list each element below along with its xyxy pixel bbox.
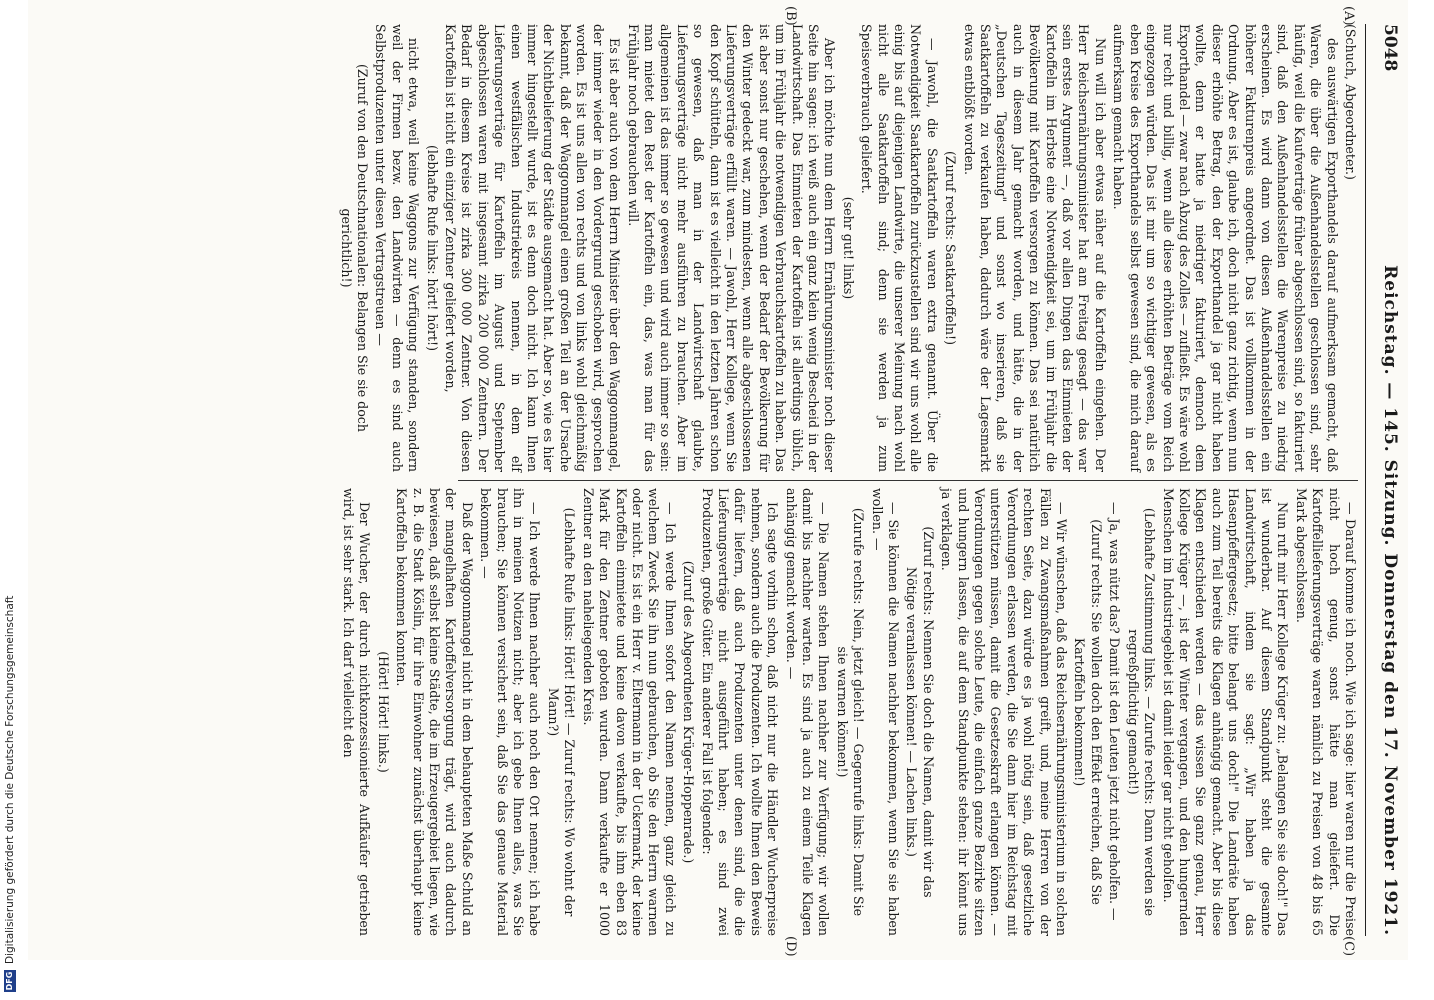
header-rule <box>1365 24 1366 936</box>
margin-marker-c: (C) <box>1341 936 1356 957</box>
paragraph: — Darauf komme ich noch. Wie ich sage: hier waren nur die Preise nicht hoch genug, sonst hätte man geliefert. Die Kartoffellieferungsverträge waren nämlich zu Preisen von 48 bis 65 Mark abgeschlossen. <box>1293 488 1358 936</box>
interjection: (Lebhafte Rufe links: Hört! Hört! — Zuruf rechts: Wo wohnt der Mann?) <box>545 507 578 917</box>
interjection: (Zuruf rechts: Nennen Sie doch die Namen, damit wir das Nötige veranlassen können! — Lachen links.) <box>904 526 936 898</box>
page-number: 5048 <box>1380 24 1400 72</box>
interjection: (Hört! Hört! links.) <box>375 651 391 773</box>
document-page <box>28 0 1408 960</box>
paragraph: Es ist aber auch von dem Herrn Minister über den Waggonmangel, der immer wieder in den Vordergrund geschoben wird, gesprochen worden. Es ist uns allen von rechts und von links wohl gleichmäßig bekannt, daß der Waggonmangel einen großen Teil an der Ursache der Nichtbelieferung der Städte ausgemacht hat. Aber so, wie es hier immer hingestellt wurde, ist es denn doch nicht. Ich kann Ihnen einen westfälischen Industriekreis nennen, in dem elf Lieferungsverträge für Kartoffeln im August und September abgeschlossen waren mit insgesamt zirka 200 000 Zentnern. Der Bedarf in diesem Kreise ist zirka 300 000 Zentner. Von diesen Kartoffeln ist nicht ein einziger Zentner geliefert worden, <box>443 24 623 472</box>
digitization-credit-text: Digitalisierung gefördert durch die Deutsche Forschungsgemeinschaft <box>4 595 16 964</box>
margin-marker-d: (D) <box>783 936 798 957</box>
paragraph: Daß der Waggonmangel nicht in dem behaupteten Maße Schuld an der mangelhaften Kartoffelversorgung trägt, wird auch dadurch bewiesen, daß selbst kleine Städte, die im Erzeugergebiet liegen, wie z. B. die Stadt Köslin, für ihre Einwohner zunächst überhaupt keine Kartoffeln bekommen konnten. <box>394 488 475 936</box>
paragraph: — Jawohl, die Saatkartoffeln waren extra genannt. Über die Notwendigkeit Saatkartoffeln zurückzustellen sind wir uns wohl alle einig bis auf diejenigen Landwirte, die unserer Meinung nach wohl nicht alle Saatkartoffeln sind; denn sie werden ja zum Speiseverbrauch geliefert. <box>859 24 940 472</box>
column-divider <box>458 480 1358 481</box>
paragraph: Ich sagte vorhin schon, daß nicht nur die Händler Wucherpreise nehmen, sondern auch die Produzenten. Ich wollte Ihnen den Beweis dafür liefern, daß auch Produzenten unter denen sind, die die Lieferungsverträge nicht ausgeführt haben; es sind zwei Produzenten, große Güter. Ein anderer Fall ist folgender: <box>699 488 781 936</box>
interjection: (Lebhafte Zustimmung links. — Zurufe rechts: Dann werden sie regreßpflichtig gemacht!) <box>1125 507 1158 917</box>
paragraph: — Wir wünschen, daß das Reichsernährungsministerium in solchen Fällen zu Zwangsmaßnahmen greift, und, meine Herren von der rechten Seite, dazu würde es ja wohl nötig sein, daß gesetzliche Verordnungen erlassen werden, die Sie dann hier im Reichstag mit unterstützen müssen, damit die Gesetzeskraft erlangen können. — Verordnungen gegen solche Leute, die einfach ganze Bezirke sitzen und hungern lassen, die auf dem Standpunkte stehen: ihr könnt uns ja verklagen. <box>939 488 1070 936</box>
paragraph: — Ja, was nützt das? Damit ist den Leuten jetzt nicht geholfen. — <box>1107 502 1123 921</box>
interjection: (lebhafte Rufe links: hört! hört!) <box>424 144 440 352</box>
dfg-logo: DFG <box>5 971 14 991</box>
paragraph: Nun ruft mir Herr Kollege Krüger zu: „Belangen Sie sie doch!" Das ist wunderbar. Auf diesem Standpunkt steht die gesamte Landwirtschaft, indem sie sagt: „Wir haben ja das Hasenpfeffergesetz; bitte belangt uns doch!" Die Landräte haben auch zum Teil bereits die Klagen anhängig gemacht. Aber bis diese Klagen entschieden werden — das wissen Sie ganz genau, Herr Kollege Krüger —, ist der Winter vergangen, und den hungernden Menschen im Industriegebiet ist damit leider gar nicht geholfen. <box>1160 488 1291 936</box>
interjection: (Zuruf rechts: Sie wollen doch den Effekt erreichen, daß Sie Kartoffeln bekommen!) <box>1072 519 1104 905</box>
speaker-line: (Schuch, Abgeordneter.) <box>1343 24 1358 180</box>
paragraph: Der Wucher, der durch nichtkonzessionierte Aufkäufer getrieben wird, ist sehr stark. Ich darf vielleicht den <box>341 488 373 936</box>
margin-marker-b: (B) <box>783 6 798 26</box>
paragraph: des auswärtigen Exporthandels darauf aufmerksam gemacht, daß Waren, die über die Außenhandelsstellen geschlossen sind, sehr häufig, weil die Kaufverträge früher abgeschlossen sind, so fakturiert sind, daß den Außenhandelsstellen die Warenpreise zu niedrig erscheinen. Es wird dann von diesen Außenhandelsstellen ein höherer Fakturenpreis angeordnet. Das ist vollkommen in der Ordnung. Aber es ist, glaube ich, doch nicht ganz richtig, wenn nun dieser erhöhte Betrag, den der Exporthandel ja gar nicht haben wollte, denn er hatte ja niedriger fakturiert, dennoch dem Exporthandel — zwar nach Abzug des Zolles — zufließt. Es wäre wohl nur recht und billig, wenn alle diese erhöhten Beträge vom Reich eingezogen würden. Das ist mir um so wichtiger gewesen, als es eben Kreise des Exporthandels selbst gewesen sind, die mich darauf aufmerksam gemacht haben. <box>1111 24 1340 472</box>
paragraph: — Ich werde Ihnen nachher auch noch den Ort nennen; ich habe ihn in meinen Notizen nicht; aber ich gebe Ihnen alles, was Sie brauchen; Sie können versichert sein, daß Sie das genaue Material bekommen. — <box>478 488 543 936</box>
interjection: (sehr gut! links) <box>840 196 856 300</box>
interjection: (Zuruf rechts: Saatkartoffeln!) <box>943 151 959 345</box>
right-column <box>341 488 1358 936</box>
paragraph: Nun will ich aber etwas näher auf die Kartoffeln eingehen. Der Herr Reichsernährungsminister hat am Freitag gesagt — das war sein erstes Argument —, daß vor allen Dingen das Einmieten der Kartoffeln im Herbste eine Notwendigkeit sei, um im Frühjahr die Bevölkerung mit Kartoffeln versorgen zu können. Das sei natürlich auch in diesem Jahr gemacht worden, und hätte, die in der „Deutschen Tageszeitung" und sonst wo inserieren, daß sie Saatkartoffeln zu verkaufen haben, dadurch wäre der Lagesmarkt etwas entblößt worden. <box>961 24 1108 472</box>
paragraph: — Ich werde Ihnen sofort den Namen nennen, ganz gleich zu welchem Zweck Sie ihn nun gebrauchen, ob Sie den Herrn warnen oder nicht. Es ist ein Herr v. Eltermann in der Uckermark, der keine Kartoffeln einmietete und keine davon verkaufte, bis ihm eben 83 Mark für den Zentner geboten wurden. Dann verkaufte er 1000 Zentner an den naheliegenden Kreis. <box>580 488 678 936</box>
page-header <box>1370 24 1400 936</box>
page-title: Reichstag. — 145. Sitzung. Donnerstag den 17. November 1921. <box>1380 265 1400 936</box>
paragraph: — Die Namen stehen Ihnen nachher zur Verfügung; wir wollen damit bis nachher warten. Es sind ja auch zu einem Teile Klagen anhängig gemacht worden. — <box>783 488 832 936</box>
margin-marker-a: (A) <box>1341 6 1356 26</box>
paragraph: Aber ich möchte nun dem Herrn Ernährungsminister noch dieser Seite hin sagen: ich weiß auch ein ganz klein wenig Bescheid in der Landwirtschaft. Das Einmieten der Kartoffeln ist allerdings üblich, um im Frühjahr die notwendigen Verbrauchskartoffeln zu haben. Das ist aber sonst nur geschehen, wenn der Bedarf der Bevölkerung für den Winter gedeckt war, zum mindesten, wenn alle abgeschlossenen Lieferungsverträge erfüllt waren. — Jawohl, Herr Kollege, wenn Sie den Kopf schütteln, dann ist es vielleicht in den letzten Jahren schon so gewesen, daß man in der Landwirtschaft glaubte, Lieferungsverträge nicht mehr ausführen zu brauchen. Aber im allgemeinen ist das immer so gewesen und wird auch immer so sein: man mietet den Rest der Kartoffeln ein, das, was man für das Frühjahr noch gebrauchen will. <box>625 24 838 472</box>
interjection: (Zuruf des Abgeordneten Krüger-Hoppenrade.) <box>681 560 697 864</box>
digitization-credit <box>0 0 20 1000</box>
interjection: (Zuruf von den Deutschnationalen: Belangen Sie sie doch gerichtlich!) <box>338 64 371 432</box>
left-column <box>338 24 1358 472</box>
paragraph: — Sie können die Namen nachher bekommen, wenn Sie sie haben wollen. — <box>869 488 902 936</box>
interjection: (Zurufe rechts: Nein, jetzt gleich! — Gegenrufe links: Damit Sie sie warnen können!) <box>834 507 867 917</box>
paragraph: nicht etwa, weil keine Waggons zur Verfügung standen, sondern weil der Firmen bezw. den Landwirten — denn es sind auch Selbstproduzenten unter diesen Vertragstreuen — <box>373 24 422 472</box>
